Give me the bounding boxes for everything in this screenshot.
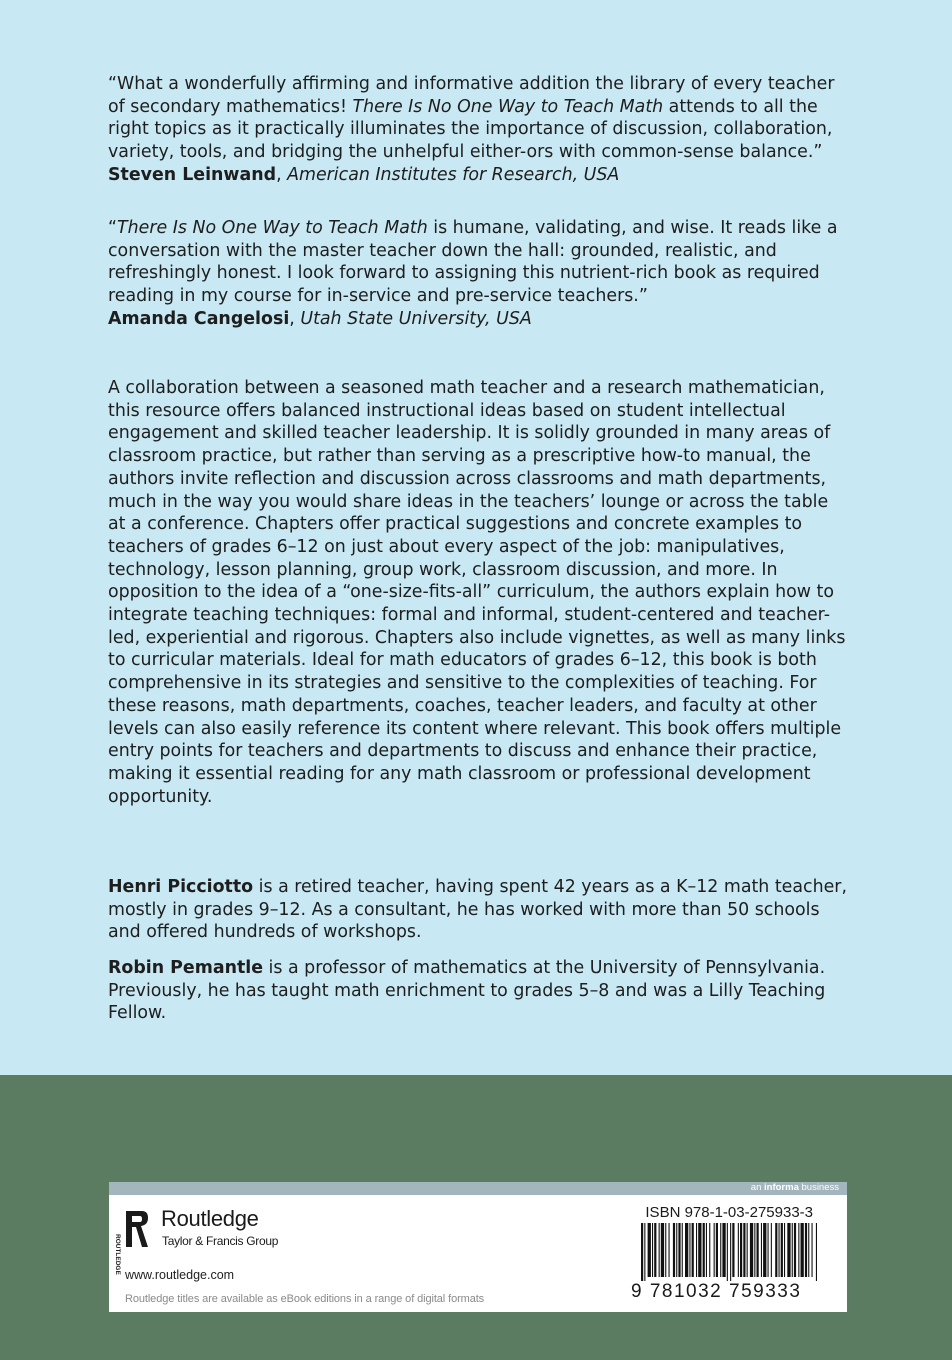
barcode-bar (801, 1223, 804, 1277)
barcode-bar (648, 1223, 651, 1277)
quote-1-author: Steven Leinwand (108, 164, 277, 185)
isbn-barcode (631, 1223, 821, 1281)
barcode-bar (685, 1223, 688, 1277)
barcode-bar (641, 1223, 643, 1281)
barcode-bar (805, 1223, 807, 1277)
barcode-bar (730, 1223, 731, 1281)
book-description (108, 377, 848, 808)
barcode-bar (816, 1223, 817, 1281)
quote-1-attribution: Steven Leinwand, American Institutes for Research, USA (108, 164, 620, 185)
quote-1-body: “What a wonderfully affirming and informative addition the library of every teacher of secondary mathematics! There Is No One Way to Teach Math attends to all the right topics as it practically illuminates the importance of discussion, collaboration, variety, tools, and bridging the unhelpful either-ors with common-sense balance.” (108, 74, 835, 163)
barcode-bar (652, 1223, 653, 1277)
barcode-bar (722, 1223, 725, 1277)
informa-strip (109, 1182, 847, 1195)
informa-tagline: an informa business (750, 1182, 839, 1193)
barcode-bar (779, 1223, 780, 1277)
endorsement-quote-2 (108, 217, 848, 331)
barcode-bar (714, 1223, 715, 1277)
barcode-bar (798, 1223, 799, 1277)
barcode-bar (740, 1223, 742, 1277)
barcode-bar (644, 1223, 645, 1281)
quote-2-author: Amanda Cangelosi (108, 308, 290, 329)
isbn-digits: 9 781032 759333 (631, 1281, 802, 1302)
barcode-bar (768, 1223, 769, 1277)
barcode-bar (750, 1223, 753, 1277)
ebook-note: Routledge titles are available as eBook editions in a range of digital formats (125, 1293, 485, 1305)
barcode-bar (654, 1223, 656, 1277)
barcode-bar (812, 1223, 813, 1277)
publisher-group: Taylor & Francis Group (162, 1234, 279, 1248)
barcode-bar (808, 1223, 809, 1277)
barcode-bar (727, 1223, 728, 1281)
barcode-bar (665, 1223, 666, 1277)
quote-2-body: “There Is No One Way to Teach Math is humane, validating, and wise. It reads like a conversation with the master teacher down the hall: grounded, realistic, and refreshingly honest. I look forward to assigning this nutrient-rich book as required reading in my course for in-service and pre-service teachers.” (108, 218, 838, 307)
routledge-logo-icon (124, 1209, 150, 1249)
barcode-bar (747, 1223, 748, 1277)
barcode-bar (775, 1223, 777, 1277)
barcode-bar (794, 1223, 796, 1277)
barcode-bar (703, 1223, 705, 1277)
barcode-bar (784, 1223, 785, 1277)
quote-2-attribution: Amanda Cangelosi, Utah State University, USA (108, 308, 532, 329)
quote-1-affiliation: American Institutes for Research, USA (287, 164, 620, 185)
barcode-bar (757, 1223, 759, 1277)
isbn-label: ISBN 978-1-03-275933-3 (645, 1204, 813, 1221)
barcode-bar (696, 1223, 697, 1277)
barcode-bar (763, 1223, 766, 1277)
barcode-bar (771, 1223, 772, 1277)
quote-2-book-title: There Is No One Way to Teach Math (117, 218, 428, 238)
barcode-bar (706, 1223, 707, 1277)
routledge-logo-vertical-text: ROUTLEDGE (114, 1234, 121, 1275)
barcode-bar (716, 1223, 718, 1277)
barcode-bar (659, 1223, 660, 1277)
barcode-bar (698, 1223, 701, 1277)
publisher-panel (109, 1182, 847, 1312)
publisher-name: Routledge (161, 1206, 259, 1231)
quote-2-affiliation: Utah State University, USA (300, 308, 532, 329)
barcode-bar (761, 1223, 762, 1277)
author-2-name: Robin Pemantle (108, 958, 264, 978)
barcode-bar (661, 1223, 664, 1277)
author-2-bio-text: is a professor of mathematics at the University of Pennsylvania. Previously, he has taught math enrichment to grades 5–8 and was a Lilly Teaching Fellow. (108, 958, 826, 1024)
barcode-bar (787, 1223, 790, 1277)
barcode-bar (682, 1223, 683, 1277)
endorsement-quote-1 (108, 73, 848, 187)
book-description-text: A collaboration between a seasoned math teacher and a research mathematician, this resource offers balanced instructional ideas based on student intellectual engagement and skilled teacher leadership. It is solidly grounded in many areas of classroom practice, but rather than serving as a prescriptive how-to manual, the authors invite reflection and discussion across classrooms and math departments, much in the way you would share ideas in the teachers’ lounge or across the table at a conference. Chapters offer practical suggestions and concrete examples to teachers of grades 6–12 on just about every aspect of the job: manipulatives, technology, lesson planning, group work, classroom discussion, and more. In opposition to the idea of a “one-size-fits-all” curriculum, the authors explain how to integrate teaching techniques: formal and informal, student-centered and teacher-led, experiential and rigorous. Chapters also include vignettes, as well as many links to curricular materials. Ideal for math educators of grades 6–12, this book is both comprehensive in its strategies and sensitive to the complexities of teaching. For these reasons, math departments, coaches, teacher leaders, and faculty at other levels can also easily reference its content where relevant. This book offers multiple entry points for teachers and departments to discuss and enhance their practice, making it essential reading for any math classroom or professional development opportunity. (108, 378, 846, 807)
quote-1-book-title: There Is No One Way to Teach Math (352, 96, 664, 117)
author-bio-2 (108, 957, 848, 1025)
barcode-bar (781, 1223, 783, 1277)
barcode-bar (678, 1223, 680, 1277)
barcode-bar (743, 1223, 745, 1277)
author-bio-1 (108, 876, 848, 944)
barcode-bar (738, 1223, 739, 1277)
barcode-bar (676, 1223, 677, 1277)
barcode-bar (732, 1223, 734, 1277)
author-1-name: Henri Picciotto (108, 877, 254, 897)
publisher-url[interactable]: www.routledge.com (125, 1268, 235, 1282)
author-1-bio-text: is a retired teacher, having spent 42 years as a K–12 math teacher, mostly in grades 9–12. As a consultant, he has worked with more than 50 schools and offered hundreds of workshops. (108, 877, 847, 943)
barcode-bar (692, 1223, 694, 1277)
barcode-bar (689, 1223, 690, 1277)
barcode-bar (720, 1223, 721, 1277)
barcode-bar (673, 1223, 675, 1277)
barcode-bar (669, 1223, 670, 1277)
barcode-bar (792, 1223, 793, 1277)
barcode-bar (709, 1223, 710, 1277)
barcode-bar (754, 1223, 755, 1277)
